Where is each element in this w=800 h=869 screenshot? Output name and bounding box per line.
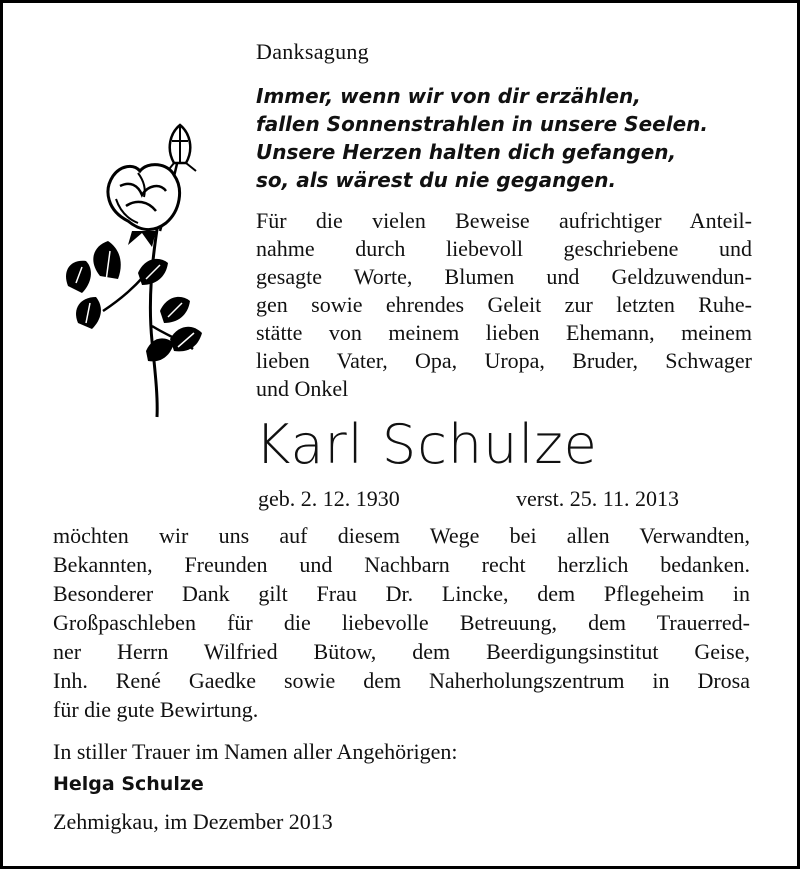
closing-block [53, 736, 457, 800]
rose-icon [48, 111, 208, 421]
intro-text [256, 207, 752, 403]
poem [256, 82, 776, 194]
text-line: gen sowie ehrendes Geleit zur letzten Ruhe- [256, 292, 752, 317]
text-line: lieben Vater, Opa, Uropa, Bruder, Schwager [256, 348, 752, 373]
birth-date: geb. 2. 12. 1930 [258, 486, 400, 511]
text-line: Für die vielen Beweise aufrichtiger Anteil- [256, 208, 752, 233]
poem-line: Unsere Herzen halten dich gefangen, [256, 140, 677, 164]
poem-line: fallen Sonnenstrahlen in unsere Seelen. [256, 112, 708, 136]
poem-line: Immer, wenn wir von dir erzählen, [256, 84, 641, 108]
text-line: möchten wir uns auf diesem Wege bei allen Verwandten, [53, 523, 750, 548]
deceased-name: Karl Schulze [255, 413, 598, 476]
poem-line: so, als wärest du nie gegangen. [256, 168, 617, 192]
text-line: für die gute Bewirtung. [53, 697, 259, 722]
text-line: nahme durch liebevoll geschriebene und [256, 236, 752, 261]
text-line: ner Herrn Wilfried Bütow, dem Beerdigungsinstitut Geise, [53, 639, 750, 664]
heading: Danksagung [256, 39, 369, 64]
text-line: Großpaschleben für die liebevolle Betreuung, dem Trauerred- [53, 610, 750, 635]
death-date: verst. 25. 11. 2013 [516, 486, 679, 511]
signer-name: Helga Schulze [53, 773, 204, 795]
text-line: Bekannten, Freunden und Nachbarn recht herzlich bedanken. [53, 552, 750, 577]
text-line: stätte von meinem lieben Ehemann, meinem [256, 320, 752, 345]
text-line: und Onkel [256, 376, 349, 401]
body-text [53, 521, 750, 724]
text-line: Inh. René Gaedke sowie dem Naherholungszentrum in Drosa [53, 668, 750, 693]
place-date: Zehmigkau, im Dezember 2013 [53, 809, 333, 834]
text-line: gesagte Worte, Blumen und Geldzuwendun- [256, 264, 752, 289]
closing-line: In stiller Trauer im Namen aller Angehörigen: [53, 739, 458, 764]
text-line: Besonderer Dank gilt Frau Dr. Lincke, dem Pflegeheim in [53, 581, 750, 606]
